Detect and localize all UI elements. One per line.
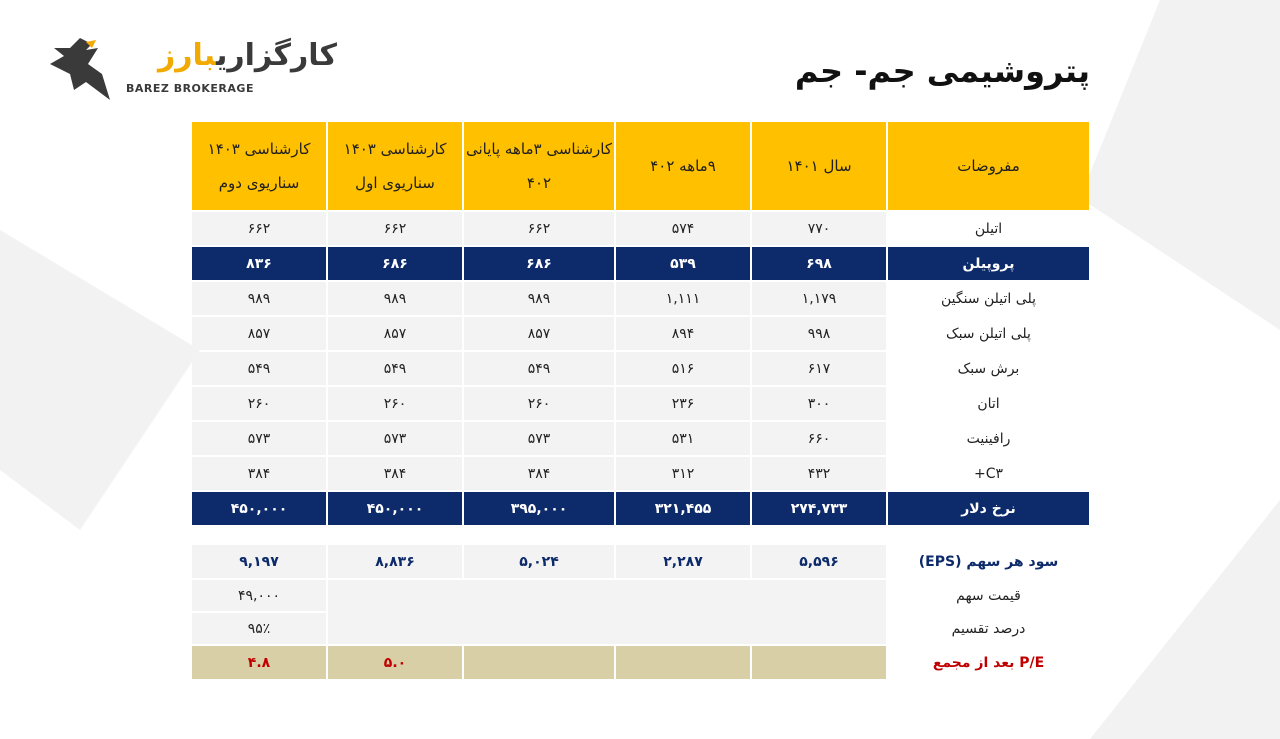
table-row [192,317,1089,350]
row-label: نرخ دلار [888,492,1089,525]
cell [752,646,886,679]
table-row [192,282,1089,315]
table-header-row [192,122,1089,210]
cell: ۵۳۹ [616,247,750,280]
pe-label: P/E بعد از مجمع [888,646,1089,679]
row-label: اتیلن [888,212,1089,245]
cell: ۹۸۹ [328,282,462,315]
bg-shape-left [0,230,200,530]
cell: ۶۸۶ [328,247,462,280]
header-col: کارشناسی ۱۴۰۳ سناریوی اول [328,122,462,210]
cell: ۳۸۴ [464,457,614,490]
cell: ۳۹۵,۰۰۰ [464,492,614,525]
empty-cell [328,580,886,644]
cell: ۵۴۹ [192,352,326,385]
price-value: ۴۹,۰۰۰ [192,580,326,611]
table-row [192,457,1089,490]
cell: ۸۵۷ [328,317,462,350]
cell: ۲۶۰ [192,387,326,420]
cell [616,646,750,679]
cell: ۲۶۰ [328,387,462,420]
bg-shape-right [1080,0,1280,330]
price-label: قیمت سهم [888,580,1089,611]
cell: ۳۰۰ [752,387,886,420]
logo-name-fa: کارگزاریبارز [158,38,337,73]
cell: ۳۸۴ [192,457,326,490]
table-row [192,212,1089,245]
header-col: ۹ماهه ۴۰۲ [616,122,750,210]
eps-label: سود هر سهم (EPS) [888,545,1089,578]
dividend-label: درصد تقسیم [888,613,1089,644]
assumptions-table [190,120,1091,681]
eagle-logo-icon [40,34,120,104]
cell: ۶۱۷ [752,352,886,385]
spacer-row [192,527,1089,543]
dividend-value: ۹۵٪ [192,613,326,644]
cell: ۸۹۴ [616,317,750,350]
cell: ۵۷۳ [328,422,462,455]
table-row [192,422,1089,455]
bg-shape-bottom-right [1090,500,1280,739]
cell: ۶۶۲ [192,212,326,245]
cell: ۴۵۰,۰۰۰ [328,492,462,525]
header-col: سال ۱۴۰۱ [752,122,886,210]
logo-name-en: BAREZ BROKERAGE [126,82,254,95]
cell [464,646,614,679]
cell: ۸۳۶ [192,247,326,280]
cell: ۴۵۰,۰۰۰ [192,492,326,525]
cell: ۳۱۲ [616,457,750,490]
cell: ۹۸۹ [464,282,614,315]
cell: ۵۷۳ [464,422,614,455]
cell: ۵۱۶ [616,352,750,385]
cell: ۶۸۶ [464,247,614,280]
logo [40,34,337,104]
table-row [192,387,1089,420]
cell: ۸۵۷ [192,317,326,350]
cell: ۴.۸ [192,646,326,679]
cell: ۵۷۴ [616,212,750,245]
cell: ۵,۰۲۴ [464,545,614,578]
cell: ۵۴۹ [328,352,462,385]
cell: ۱,۱۱۱ [616,282,750,315]
table-row [192,352,1089,385]
cell: ۹۸۹ [192,282,326,315]
cell: ۸۵۷ [464,317,614,350]
cell: ۳۲۱,۴۵۵ [616,492,750,525]
cell: ۲۷۴,۷۳۳ [752,492,886,525]
cell: ۵.۰ [328,646,462,679]
cell: ۲۶۰ [464,387,614,420]
header-label: مفروضات [888,122,1089,210]
row-label: C۳+ [888,457,1089,490]
row-label: پلی اتیلن سنگین [888,282,1089,315]
header-col: کارشناسی ۳ماهه پایانی ۴۰۲ [464,122,614,210]
header-col: کارشناسی ۱۴۰۳ سناریوی دوم [192,122,326,210]
cell: ۴۳۲ [752,457,886,490]
cell: ۶۶۰ [752,422,886,455]
cell: ۶۶۲ [464,212,614,245]
cell: ۵۷۳ [192,422,326,455]
eps-row [192,545,1089,578]
row-label: برش سبک [888,352,1089,385]
cell: ۷۷۰ [752,212,886,245]
cell: ۹,۱۹۷ [192,545,326,578]
cell: ۱,۱۷۹ [752,282,886,315]
cell: ۸,۸۳۶ [328,545,462,578]
table-row [192,247,1089,280]
table-row [192,492,1089,525]
row-label: رافینیت [888,422,1089,455]
row-label: اتان [888,387,1089,420]
row-label: پروپیلن [888,247,1089,280]
price-row [192,580,1089,611]
cell: ۳۸۴ [328,457,462,490]
cell: ۲,۲۸۷ [616,545,750,578]
cell: ۶۶۲ [328,212,462,245]
cell: ۲۳۶ [616,387,750,420]
pe-row [192,646,1089,679]
cell: ۵۴۹ [464,352,614,385]
row-label: پلی اتیلن سبک [888,317,1089,350]
cell: ۵۳۱ [616,422,750,455]
cell: ۶۹۸ [752,247,886,280]
cell: ۹۹۸ [752,317,886,350]
page-title: پتروشیمی جم- جم [794,52,1090,90]
cell: ۵,۵۹۶ [752,545,886,578]
